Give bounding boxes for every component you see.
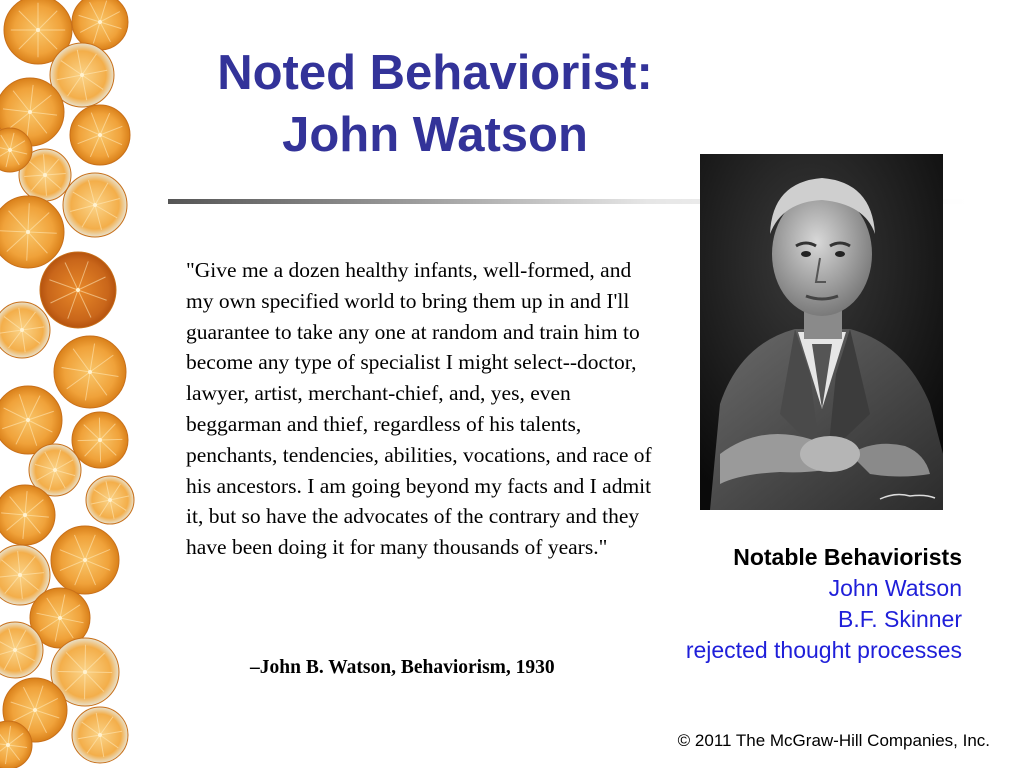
sidebar-item-john-watson: John Watson — [828, 575, 962, 601]
sidebar-item-bf-skinner: B.F. Skinner — [838, 606, 962, 632]
watson-quote: "Give me a dozen healthy infants, well-formed, and my own specified world to bring them up in and I'll guarantee to take any one at random and train him to become any type of specialist I might select--doctor, lawyer, artist, merchant-chief, and, yes, even beggarman and thief, regardless of his talents, penchants, tendencies, abilities, vocations, and race of his ancestors. I am going beyond my facts and I admit it, but so have the advocates of the contrary and they have been doing it for many thousands of years." — [186, 258, 652, 560]
orange-slice — [72, 0, 128, 50]
slide-title — [170, 42, 700, 166]
title-line-1: Noted Behaviorist: — [217, 46, 653, 100]
sidebar-heading: Notable Behaviorists — [733, 544, 962, 570]
orange-slices-decoration — [0, 0, 165, 768]
quote-attribution: –John B. Watson, Behaviorism, 1930 — [250, 657, 555, 678]
notable-behaviorists-box — [640, 542, 962, 666]
sidebar-item-rejected-thought: rejected thought processes — [685, 637, 962, 663]
john-watson-portrait — [700, 154, 943, 510]
copyright-notice: © 2011 The McGraw-Hill Companies, Inc. — [677, 731, 990, 750]
title-line-2: John Watson — [282, 108, 588, 162]
